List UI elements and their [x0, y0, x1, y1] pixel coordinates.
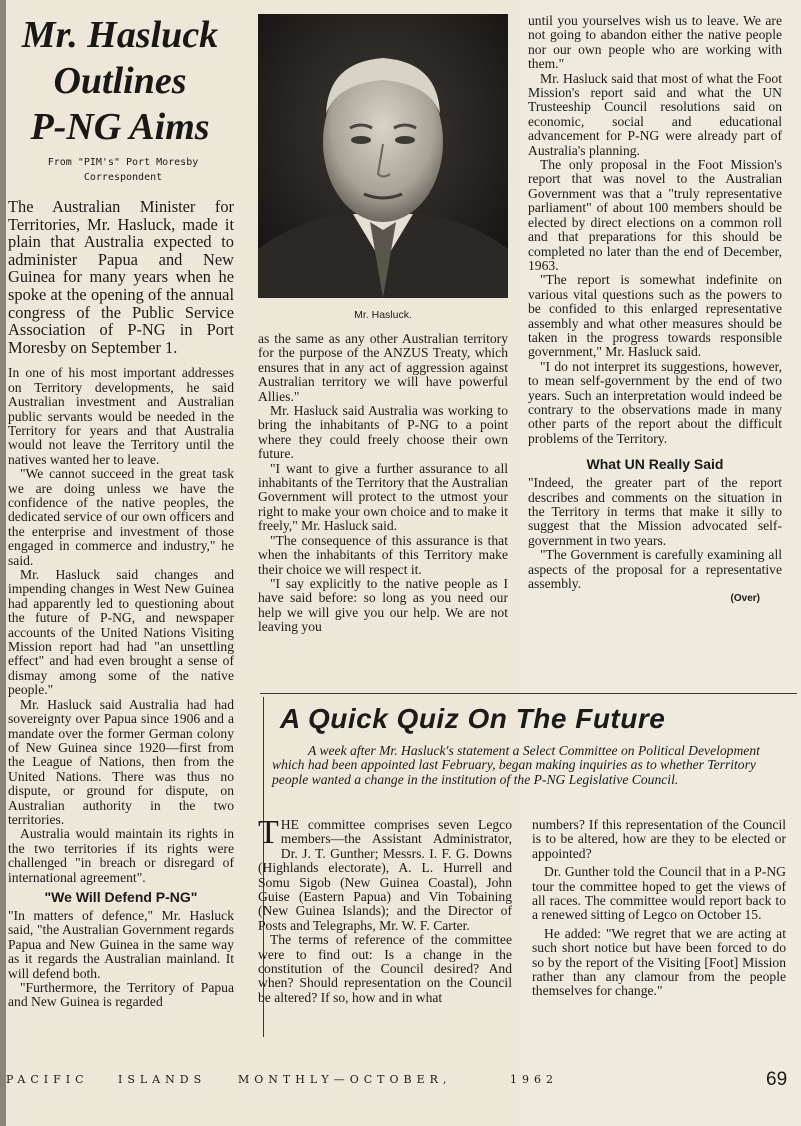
byline: From "PIM's" Port Moresby Correspondent [47, 157, 199, 183]
portrait-photo [258, 14, 508, 298]
body-paragraph: "In matters of defence," Mr. Hasluck said, "the Australian Government regards Papua and New Guinea in the same way as it regards the Australian mainland. It will defend both. [8, 907, 234, 981]
body-paragraph: "The consequence of this assurance is that when the inhabitants of this Territory make their choice we will respect it. [258, 532, 508, 577]
portrait-image [258, 14, 508, 298]
body-paragraph: Mr. Hasluck said Australia was working to bring the inhabitants of P-NG to a point where they could freely choose their own future. [258, 403, 508, 462]
body-paragraph: "The report is somewhat indefinite on various vital questions such as the powers to be confided to this enlarged representative assembly and what other measures should be taken in the progress towards responsible government," Mr. Hasluck said. [528, 272, 782, 360]
page-number: 69 [766, 1069, 788, 1090]
headline-line-3: P-NG Aims [30, 106, 210, 148]
article-column-2 [258, 332, 508, 635]
body-paragraph: "I do not interpret its suggestions, however, to mean self-government by the end of two years. Such an interpretation would indeed be contrary to the observations made in many other parts of the report about the difficult problems of the Territory. [528, 358, 782, 446]
body-paragraph: numbers? If this representation of the Council is to be altered, how are they to be elected or appointed? [532, 817, 786, 861]
page-footer [6, 1070, 796, 1094]
page-binding-edge [0, 0, 6, 1126]
body-paragraph: In one of his most important addresses on Territory developments, he said Australian investment and Australian public servants would be needed in the Territory for years and that Australia would not leave the Territory until the natives wanted her to leave. [8, 365, 234, 467]
body-paragraph: Australia would maintain its rights in the two territories if its rights were challenged "in breach or disregard of international agreement". [8, 826, 234, 885]
subheading-un: What UN Really Said [586, 456, 724, 473]
body-paragraph: The only proposal in the Foot Mission's report that was novel to the Australian Government was that a "truly representative parliament" of about 100 members should be elected by direct elections on a common roll and that preparations for this should be completed no later than the end of December, 1963. [528, 157, 782, 273]
continued-over-label: (Over) [730, 593, 760, 605]
footer-monthly: MONTHLY—OCTOBER, [238, 1073, 452, 1086]
drop-cap: T [258, 814, 279, 851]
headline-line-1: Mr. Hasluck [21, 14, 219, 56]
body-paragraph: "Furthermore, the Territory of Papua and New Guinea is regarded [8, 980, 234, 1010]
body-paragraph: Mr. Hasluck said changes and impending changes in West New Guinea had apparently led to questioning about the future of P-NG, and newspaper accounts of the United Nations Visiting Mission report had had "an unsettling effect" and had even brought a sense of dismay among some of the native people." [8, 567, 234, 698]
body-paragraph: Mr. Hasluck said that most of what the Foot Mission's report said and what the UN Trusteeship Council resolutions said on economic, social and educational advancement for P-NG were already part of Australia's planning. [528, 70, 782, 158]
body-paragraph: "The Government is carefully examining all aspects of the proposal for a representative assembly. [528, 547, 782, 592]
lead-paragraph: The Australian Minister for Territories, Mr. Hasluck, made it plain that Australia expected to administer Papua and New Guinea for many years when he spoke at the opening of the annual congress of the Public Service Association of P-NG in Port Moresby on September 1. [8, 197, 234, 357]
quiz-column-right [532, 818, 786, 999]
quiz-intro: A week after Mr. Hasluck's statement a Select Committee on Political Development which had been appointed last February, began making inquiries as to whether Territory people wanted a change in the institution of the P-NG Legislative Council. [272, 743, 760, 787]
body-paragraph: "I want to give a further assurance to all inhabitants of the Territory that the Australian Government will protect to the utmost your right to make your own choice and to make it freely," Mr. Hasluck said. [258, 460, 508, 534]
quiz-column-left [258, 814, 512, 1005]
quiz-paragraph-text: HE committee comprises seven Legco members—the Assistant Administrator, Dr. J. T. Gunther; Messrs. I. F. G. Downs (Highlands electorate), A. L. Hurrell and Somu Sigob (New Guinea Coastal), John Guise (Eastern Papua) and Vin Tobaining (New Guinea Islands); and the Director of Posts and Telegraphs, Mr. W. F. Carter. [258, 817, 512, 933]
body-paragraph: as the same as any other Australian territory for the purpose of the ANZUS Treaty, which ensures that in any act of aggression against Australian territory we will have powerful Allies." [258, 331, 508, 404]
body-paragraph: He added: "We regret that we are acting at such short notice but have been forced to do so by the report of the Visiting [Foot] Mission rather than any clamour from the people themselves for change." [532, 925, 786, 999]
body-paragraph: "Indeed, the greater part of the report describes and comments on the situation in the Territory in terms that make it silly to suggest that the Mission advocated self-government in two years. [528, 475, 782, 548]
body-paragraph: Dr. Gunther told the Council that in a P-NG tour the committee hoped to get the views of all races. The committee would report back to a renewed sitting of Legco on October 15. [532, 864, 786, 923]
footer-pacific: PACIFIC [6, 1073, 89, 1086]
body-paragraph: The terms of reference of the committee were to find out: Is a change in the constitution of the Council desired? And when? Should representation on the Council be altered? If so, how and in what [258, 932, 512, 1005]
subheading-defend: "We Will Defend P-NG" [44, 888, 198, 905]
body-paragraph: "We cannot succeed in the great task we are doing unless we have the confidence of the native peoples, the dedicated service of our own officers and the enterprise and investment of those engaged in commerce and industry," he said. [8, 466, 234, 568]
quiz-title: A Quick Quiz On The Future [280, 703, 666, 734]
footer-year: 1962 [510, 1073, 558, 1086]
body-paragraph [258, 814, 512, 933]
headline-line-2: Outlines [53, 60, 187, 102]
article-column-1 [8, 198, 234, 1010]
footer-islands: ISLANDS [118, 1073, 207, 1086]
article-column-3 [528, 14, 782, 604]
quiz-box-top-rule [260, 693, 797, 694]
photo-caption: Mr. Hasluck. [354, 309, 412, 321]
body-paragraph: Mr. Hasluck said Australia had had sovereignty over Papua since 1906 and a mandate over the former German colony of New Guinea since 1920—first from the League of Nations, then from the United Nations. There was thus no dispute, or ground for dispute, on Australian authority in the two territories. [8, 696, 234, 827]
body-paragraph: "I say explicitly to the native people as I have said before: so long as you need our help we will give you our help. We are not leaving you [258, 575, 508, 635]
body-paragraph: until you yourselves wish us to leave. We are not going to abandon either the native people nor our own people who are working with them." [528, 13, 782, 72]
article-headline [0, 12, 240, 150]
